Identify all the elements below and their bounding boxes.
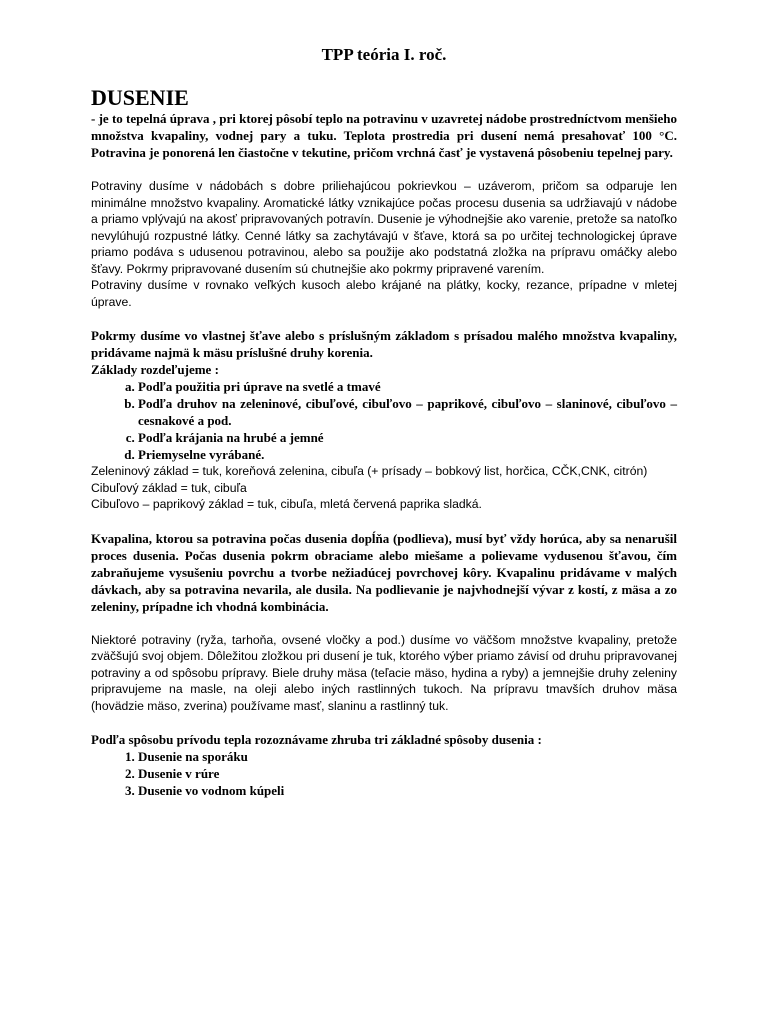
- document-title: TPP teória I. roč.: [321, 45, 447, 64]
- paprika-base-line: Cibuľovo – paprikový základ = tuk, cibuľa, mletá červená paprika sladká.: [91, 497, 482, 511]
- onion-base-line: Cibuľový základ = tuk, cibuľa: [91, 480, 247, 495]
- list-item: 2. Dusenie v rúre: [138, 765, 677, 782]
- paragraph-cutting: Potraviny dusíme v rovnako veľkých kusoch alebo krájané na plátky, kocky, rezance, prípadne v mletej úprave.: [91, 278, 677, 309]
- methods-list: [91, 748, 677, 799]
- list-item: c. Podľa krájania na hrubé a jemné: [138, 429, 677, 446]
- list-item: 1. Dusenie na sporáku: [138, 748, 677, 765]
- list-item: b. Podľa druhov na zeleninové, cibuľové, cibuľovo – paprikové, cibuľovo – slaninové, cibuľovo – cesnakové a pod.: [138, 395, 677, 429]
- document-page: [91, 44, 677, 799]
- spacer: [91, 310, 677, 327]
- paragraph-own-juice: Pokrmy dusíme vo vlastnej šťave alebo s príslušným základom s prísadou malého množstva kvapaliny, pridávame najmä k mäsu príslušné druhy korenia.: [91, 328, 677, 360]
- spacer: [91, 615, 677, 632]
- methods-heading: Podľa spôsobu prívodu tepla rozoznávame zhruba tri základné spôsoby dusenia :: [91, 732, 542, 747]
- spacer: [91, 161, 677, 178]
- spacer: [91, 714, 677, 731]
- paragraph-fats: Niektoré potraviny (ryža, tarhoňa, ovsené vločky a pod.) dusíme vo väčšom množstve kvapaliny, pretože zväčšujú svoj objem. Dôležitou zložkou pri dusení je tuk, ktorého výber priamo závisí od druhu pripravovanej potraviny a od spôsobu prípravy. Biele druhy mäsa (teľacie mäso, hydina a ryby) a jemnejšie druhy zeleniny pripravujeme na masle, na oleji alebo iných rastlinných tukoch. Na prípravu tmavších druhov mäsa (hovädzie mäso, zverina) používame masť, slaninu a rastlinný tuk.: [91, 632, 677, 713]
- bases-heading: Základy rozdeľujeme :: [91, 362, 219, 377]
- intro-definition: - je to tepelná úprava , pri ktorej pôsobí teplo na potravinu v uzavretej nádobe prostredníctvom menšieho množstva kvapaliny, vodnej pary a tuku. Teplota prostredia pri dusení nemá presahovať 100 °C. Potravina je ponorená len čiastočne v tekutine, pričom vrchná časť je vystavená pôsobeniu tepelnej pary.: [91, 111, 677, 160]
- list-item: 3. Dusenie vo vodnom kúpeli: [138, 782, 677, 799]
- bases-list: [91, 378, 677, 463]
- list-item: a. Podľa použitia pri úprave na svetlé a tmavé: [138, 378, 677, 395]
- list-item: d. Priemyselne vyrábané.: [138, 446, 677, 463]
- spacer: [91, 513, 677, 530]
- vegetable-base-line: Zeleninový základ = tuk, koreňová zelenina, cibuľa (+ prísady – bobkový list, horčica, CČK,CNK, citrón): [91, 464, 648, 478]
- paragraph-vessels: Potraviny dusíme v nádobách s dobre priliehajúcou pokrievkou – uzáverom, pričom sa odparuje len minimálne množstvo kvapaliny. Aromatické látky vznikajúce počas procesu dusenia sa udržiavajú v nádobe a priamo vplývajú na akosť pripravovaných potravín. Dusenie je výhodnejšie ako varenie, pretože sa natoľko nevylúhujú rozpustné látky. Cenné látky sa zachytávajú v šťave, ktorá sa po určitej technologickej úprave priamo podáva s udusenou potravinou, alebo sa použije ako podstatná zložka na prípravu omáčky alebo šťavy. Pokrmy pripravované dusením sú chutnejšie ako pokrmy pripravené varením.: [91, 179, 677, 276]
- section-heading: DUSENIE: [91, 85, 189, 110]
- paragraph-liquid: Kvapalina, ktorou sa potravina počas dusenia dopĺňa (podlieva), musí byť vždy horúca, aby sa nenarušil proces dusenia. Počas dusenia pokrm obraciame alebo miešame a polievame vydusenou šťavou, čím zabraňujeme vysušeniu povrchu a tvorbe nežiadúcej povrchovej kôry. Kvapalinu pridávame v malých dávkach, aby sa potravina nevarila, ale dusila. Na podlievanie je najvhodnejší vývar z kostí, z mäsa a zo zeleniny, prípadne ich vhodná kombinácia.: [91, 530, 677, 614]
